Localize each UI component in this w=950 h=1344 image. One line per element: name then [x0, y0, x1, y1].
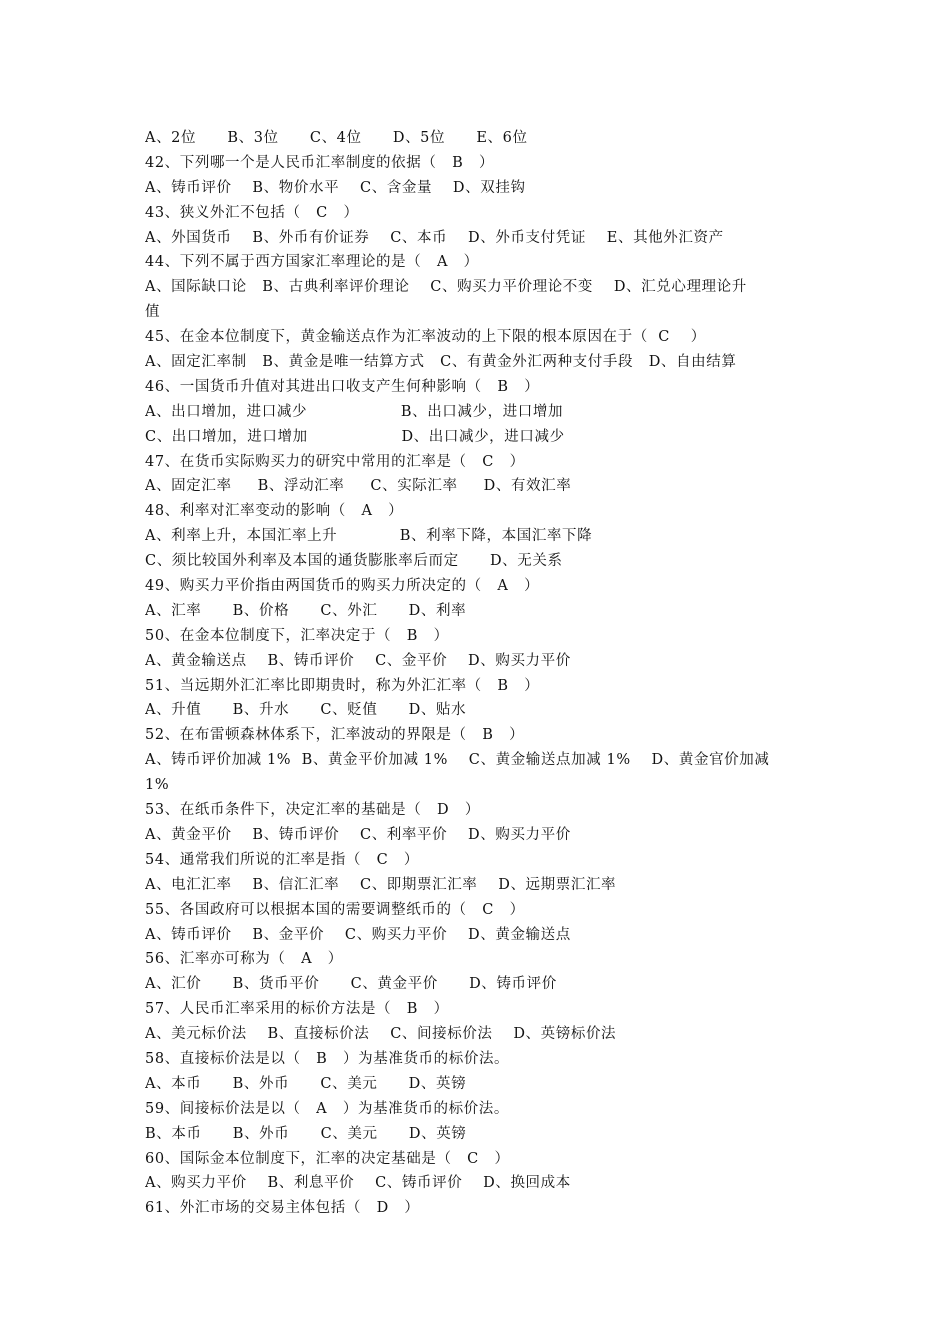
- question-line: 53、在纸币条件下，决定汇率的基础是（ D ）: [145, 802, 480, 819]
- question-line: 61、外汇市场的交易主体包括（ D ）: [145, 1200, 420, 1217]
- answer-options-line: A、本币 B、外币 C、美元 D、英镑: [145, 1075, 467, 1092]
- document-page: [145, 126, 815, 1221]
- answer-options-line: A、汇价 B、货币平价 C、黄金平价 D、铸币评价: [145, 976, 557, 993]
- answer-options-line: C、出口增加，进口增加 D、出口减少，进口减少: [145, 428, 565, 445]
- question-line: 44、下列不属于西方国家汇率理论的是（ A ）: [145, 254, 479, 271]
- answer-options-line: A、固定汇率 B、浮动汇率 C、实际汇率 D、有效汇率: [145, 478, 572, 495]
- answer-options-line: 1%: [145, 777, 170, 794]
- answer-options-line: A、固定汇率制 B、黄金是唯一结算方式 C、有黄金外汇两种支付手段 D、自由结算: [145, 354, 737, 371]
- answer-options-line: A、汇率 B、价格 C、外汇 D、利率: [145, 602, 467, 619]
- question-line: 51、当远期外汇汇率比即期贵时，称为外汇汇率（ B ）: [145, 677, 540, 694]
- answer-options-line: B、本币 B、外币 C、美元 D、英镑: [145, 1125, 467, 1142]
- question-line: 56、汇率亦可称为（ A ）: [145, 951, 343, 968]
- answer-options-line: C、须比较国外利率及本国的通货膨胀率后而定 D、无关系: [145, 553, 563, 570]
- question-line: 43、狭义外汇不包括（ C ）: [145, 204, 359, 221]
- answer-options-line: A、2位 B、3位 C、4位 D、5位 E、6位: [145, 130, 528, 146]
- question-line: 59、间接标价法是以（ A ）为基准货币的标价法。: [145, 1100, 509, 1117]
- answer-options-line: A、黄金输送点 B、铸币评价 C、金平价 D、购买力平价: [145, 652, 571, 669]
- question-line: 49、购买力平价指由两国货币的购买力所决定的（ A ）: [145, 578, 540, 595]
- question-line: 52、在布雷顿森林体系下，汇率波动的界限是（ B ）: [145, 727, 525, 744]
- answer-options-line: A、铸币评价 B、物价水平 C、含金量 D、双挂钩: [145, 179, 526, 196]
- question-line: 47、在货币实际购买力的研究中常用的汇率是（ C ）: [145, 453, 525, 470]
- question-line: 55、各国政府可以根据本国的需要调整纸币的（ C ）: [145, 901, 525, 918]
- question-line: 60、国际金本位制度下，汇率的决定基础是（ C ）: [145, 1150, 510, 1167]
- question-line: 48、利率对汇率变动的影响（ A ）: [145, 503, 404, 520]
- answer-options-line: A、利率上升，本国汇率上升 B、利率下降，本国汇率下降: [145, 528, 593, 545]
- answer-options-line: A、出口增加，进口减少 B、出口减少，进口增加: [145, 403, 564, 420]
- answer-options-line: A、美元标价法 B、直接标价法 C、间接标价法 D、英镑标价法: [145, 1026, 617, 1043]
- answer-options-line: A、铸币评价加减 1% B、黄金平价加减 1% C、黄金输送点加减 1% D、黄金官价加减: [145, 752, 770, 769]
- question-line: 45、在金本位制度下，黄金输送点作为汇率波动的上下限的根本原因在于（ C ）: [145, 329, 706, 346]
- question-line: 58、直接标价法是以（ B ）为基准货币的标价法。: [145, 1050, 510, 1067]
- answer-options-line: A、铸币评价 B、金平价 C、购买力平价 D、黄金输送点: [145, 926, 571, 943]
- question-line: 54、通常我们所说的汇率是指（ C ）: [145, 851, 419, 868]
- question-line: 42、下列哪一个是人民币汇率制度的依据（ B ）: [145, 154, 495, 171]
- answer-options-line: A、购买力平价 B、利息平价 C、铸币评价 D、换回成本: [145, 1175, 571, 1192]
- question-line: 50、在金本位制度下，汇率决定于（ B ）: [145, 627, 449, 644]
- answer-options-line: A、外国货币 B、外币有价证券 C、本币 D、外币支付凭证 E、其他外汇资产: [145, 229, 724, 246]
- answer-options-line: 值: [145, 304, 161, 321]
- answer-options-line: A、电汇汇率 B、信汇汇率 C、即期票汇汇率 D、远期票汇汇率: [145, 876, 617, 893]
- question-line: 57、人民币汇率采用的标价方法是（ B ）: [145, 1001, 449, 1018]
- answer-options-line: A、黄金平价 B、铸币评价 C、利率平价 D、购买力平价: [145, 826, 571, 843]
- question-line: 46、一国货币升值对其进出口收支产生何种影响（ B ）: [145, 378, 540, 395]
- answer-options-line: A、国际缺口论 B、古典利率评价理论 C、购买力平价理论不变 D、汇兑心理理论升: [145, 279, 747, 296]
- answer-options-line: A、升值 B、升水 C、贬值 D、贴水: [145, 702, 467, 719]
